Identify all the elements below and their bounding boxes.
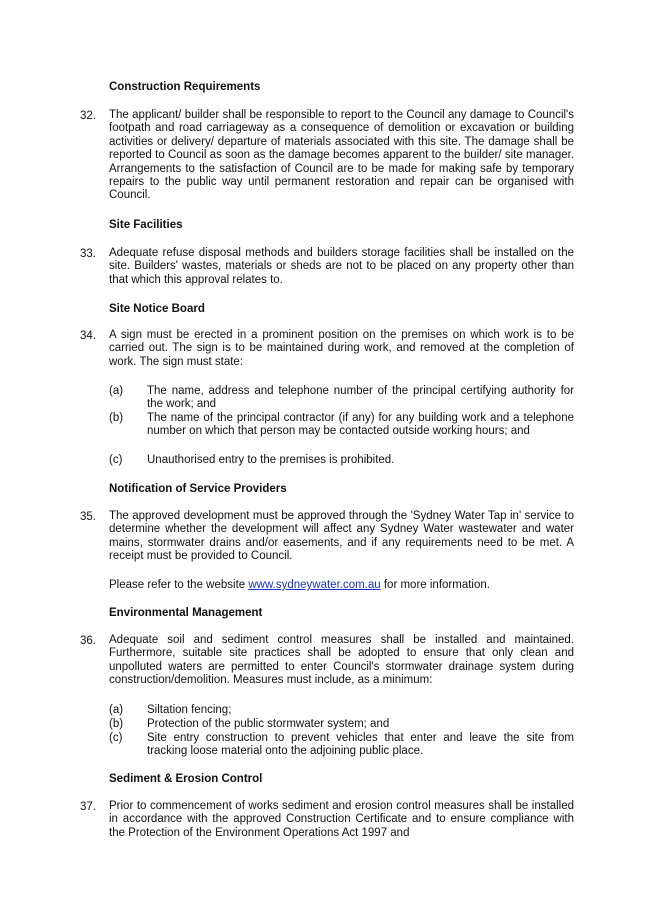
section-heading-sediment: Sediment & Erosion Control bbox=[109, 773, 263, 785]
list-item-label: (a) bbox=[109, 704, 124, 716]
list-item-label: (b) bbox=[109, 718, 124, 730]
list-item-text: The name, address and telephone number of the principal certifying authority for the work; and bbox=[147, 385, 574, 411]
condition-number-36: 36. bbox=[80, 635, 96, 647]
condition-number-33: 33. bbox=[80, 248, 96, 260]
section-heading-site-notice-board: Site Notice Board bbox=[109, 303, 205, 315]
list-item-label: (a) bbox=[109, 385, 124, 397]
condition-text-37: Prior to commencement of works sediment and erosion control measures shall be installed in accordance with the approved Construction Certificate and to ensure compliance with the Protection of the Environment Operations Act 1997 and bbox=[109, 800, 574, 839]
condition-text-33: Adequate refuse disposal methods and builders storage facilities shall be installed on the site. Builders' wastes, materials or sheds are not to be placed on any property other than that which this approval relates to. bbox=[109, 247, 574, 286]
refer-text-after: for more information. bbox=[380, 579, 490, 591]
list-item-text: The name of the principal contractor (if any) for any building work and a telephone number on which that person may be contacted outside working hours; and bbox=[147, 412, 574, 438]
condition-text-35: The approved development must be approved through the 'Sydney Water Tap in' service to determine whether the development will affect any Sydney Water wastewater and water mains, stormwater drains and/or easements, and if any requirements need to be met. A receipt must be provided to Council. bbox=[109, 510, 574, 563]
list-item-text: Site entry construction to prevent vehicles that enter and leave the site from tracking loose material onto the adjoining public place. bbox=[147, 732, 574, 758]
section-heading-site-facilities: Site Facilities bbox=[109, 219, 183, 231]
condition-text-34: A sign must be erected in a prominent position on the premises on which work is to be carried out. The sign is to be maintained during work, and removed at the completion of work. The sign must state: bbox=[109, 329, 574, 368]
condition-number-32: 32. bbox=[80, 110, 96, 122]
condition-text-36: Adequate soil and sediment control measures shall be installed and maintained. Furthermore, suitable site practices shall be adopted to ensure that only clean and unpolluted waters are permitted to enter Council's stormwater drainage system during construction/demolition. Measures must include, as a minimum: bbox=[109, 634, 574, 687]
list-item-label: (c) bbox=[109, 732, 123, 744]
list-item-text: Siltation fencing; bbox=[147, 704, 232, 716]
section-heading-notification: Notification of Service Providers bbox=[109, 483, 287, 495]
condition-number-35: 35. bbox=[80, 511, 96, 523]
section-heading-construction: Construction Requirements bbox=[109, 81, 261, 93]
sydney-water-link[interactable]: www.sydneywater.com.au bbox=[248, 579, 381, 591]
condition-number-34: 34. bbox=[80, 330, 96, 342]
list-item-text: Unauthorised entry to the premises is prohibited. bbox=[147, 454, 395, 466]
condition-text-32: The applicant/ builder shall be responsible to report to the Council any damage to Council's footpath and road carriageway as a consequence of demolition or excavation or building activities or delivery/ departure of materials associated with this site. The damage shall be reported to Council as soon as the damage becomes apparent to the builder/ site manager. Arrangements to the satisfaction of Council are to be made for making safe by temporary repairs to the public way until permanent restoration and repair can be organised with Council. bbox=[109, 109, 574, 202]
list-item-text: Protection of the public stormwater system; and bbox=[147, 718, 390, 730]
list-item-label: (c) bbox=[109, 454, 123, 466]
list-item-label: (b) bbox=[109, 412, 124, 424]
refer-text-before: Please refer to the website bbox=[109, 579, 249, 591]
condition-number-37: 37. bbox=[80, 801, 96, 813]
refer-website-line bbox=[109, 579, 574, 592]
section-heading-environmental: Environmental Management bbox=[109, 607, 263, 619]
